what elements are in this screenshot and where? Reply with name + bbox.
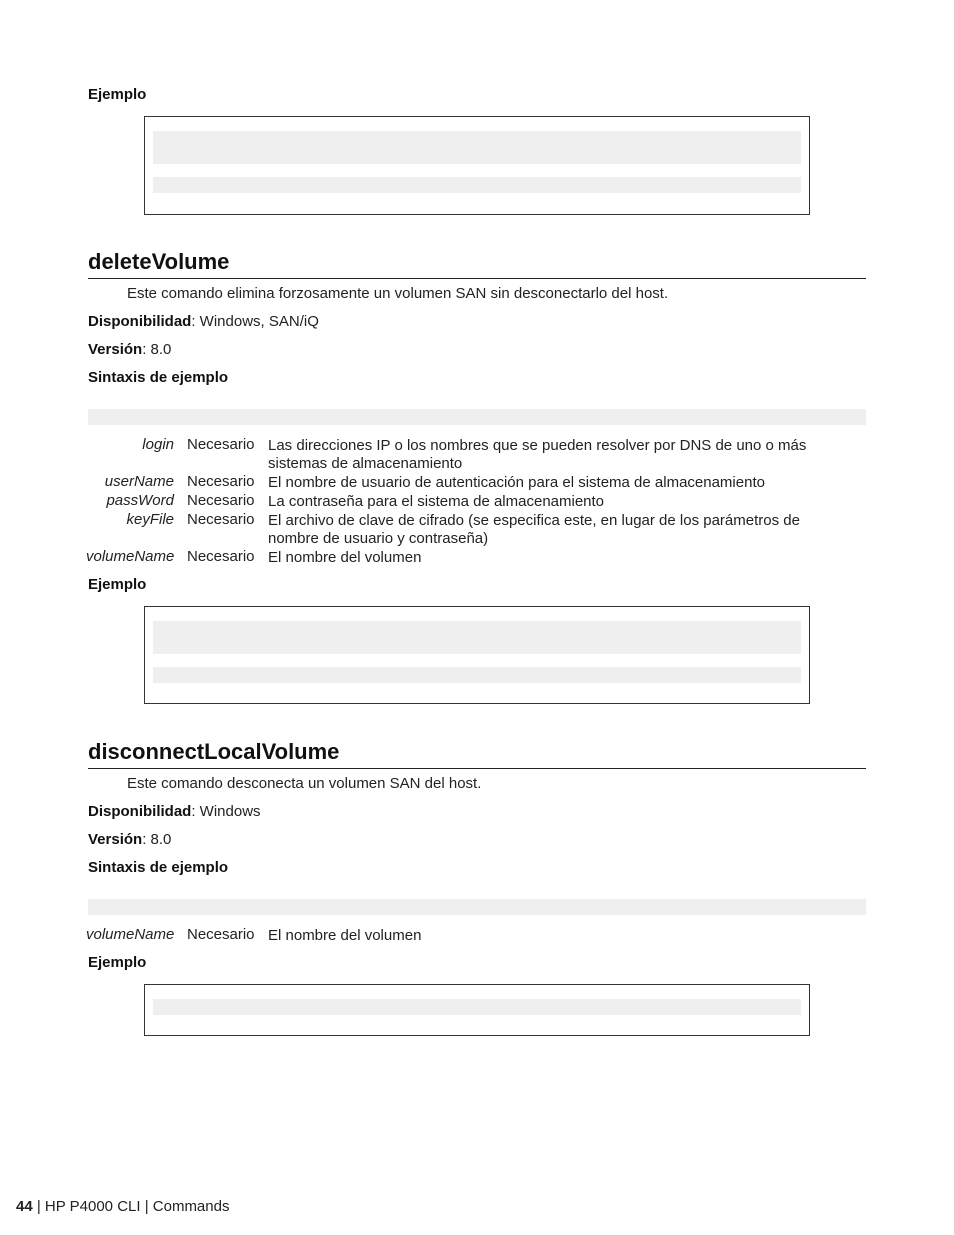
code-line [153, 177, 801, 193]
availability-label: Disponibilidad [88, 803, 192, 820]
example-code-box [144, 606, 810, 704]
availability-value: : Windows [191, 803, 261, 820]
param-description: El nombre de usuario de autenticación para el sistema de almacenamiento [268, 474, 765, 491]
code-line [153, 999, 801, 1015]
section-description: Este comando desconecta un volumen SAN del host. [127, 775, 482, 792]
version-value: : 8.0 [142, 341, 172, 358]
example-code-box [144, 116, 810, 215]
example-code-box [144, 984, 810, 1036]
availability-line [88, 313, 319, 330]
section-description: Este comando elimina forzosamente un volumen SAN sin desconectarlo del host. [127, 285, 669, 302]
param-name: userName [104, 473, 174, 490]
param-description: El archivo de clave de cifrado (se especifica este, en lugar de los parámetros de nombre de usuario y contraseña) [268, 512, 800, 547]
param-required: Necesario [187, 492, 255, 509]
param-name: passWord [106, 492, 174, 509]
param-required: Necesario [187, 436, 255, 453]
section-title-deletevolume: deleteVolume [88, 249, 230, 274]
syntax-label: Sintaxis de ejemplo [88, 859, 229, 876]
param-required: Necesario [187, 548, 255, 565]
param-required: Necesario [187, 473, 255, 490]
param-name: volumeName [86, 926, 175, 943]
param-name: volumeName [86, 548, 175, 565]
example-label: Ejemplo [88, 86, 147, 103]
version-line [88, 341, 171, 358]
param-name: keyFile [126, 511, 174, 528]
version-label: Versión [88, 831, 143, 848]
param-description: La contraseña para el sistema de almacenamiento [268, 493, 605, 510]
page-number: 44 [16, 1198, 33, 1215]
footer-text: | HP P4000 CLI | Commands [32, 1198, 230, 1215]
syntax-code-line [88, 899, 866, 915]
code-line [153, 667, 801, 683]
version-line [88, 831, 171, 848]
availability-value: : Windows, SAN/iQ [191, 313, 319, 330]
availability-line [88, 803, 261, 820]
param-description: Las direcciones IP o los nombres que se pueden resolver por DNS de uno o más sistemas de almacenamiento [268, 437, 807, 472]
syntax-code-line [88, 409, 866, 425]
param-required: Necesario [187, 926, 255, 943]
param-description: El nombre del volumen [268, 549, 422, 566]
param-required: Necesario [187, 511, 255, 528]
version-value: : 8.0 [142, 831, 172, 848]
example-label: Ejemplo [88, 954, 147, 971]
syntax-label: Sintaxis de ejemplo [88, 369, 229, 386]
version-label: Versión [88, 341, 143, 358]
param-name: login [142, 436, 174, 453]
section-divider [88, 768, 866, 769]
example-label: Ejemplo [88, 576, 147, 593]
section-divider [88, 278, 866, 279]
section-title-disconnectlocalvolume: disconnectLocalVolume [88, 739, 340, 764]
code-line [153, 621, 801, 654]
availability-label: Disponibilidad [88, 313, 192, 330]
code-line [153, 131, 801, 164]
page-footer [16, 1198, 229, 1215]
param-description: El nombre del volumen [268, 927, 422, 944]
